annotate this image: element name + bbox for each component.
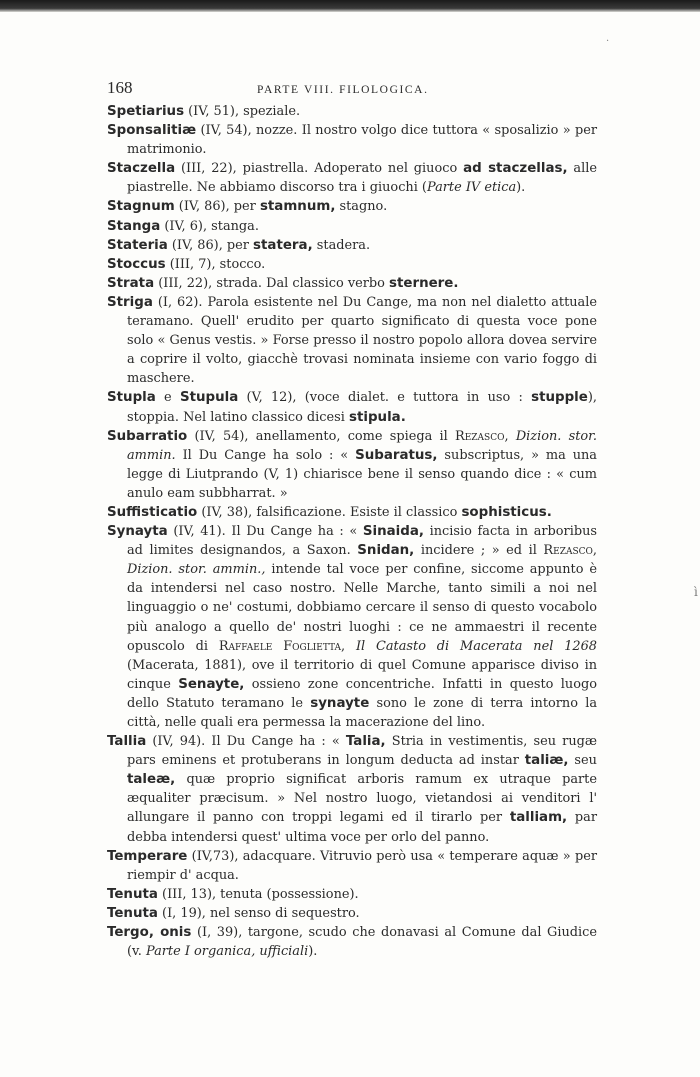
entry-text: (I, 19), nel senso di sequestro. xyxy=(157,905,360,921)
glossary-entry xyxy=(107,217,597,236)
headword: Tenuta xyxy=(107,886,158,902)
glossary-entry xyxy=(107,197,597,216)
glossary-entries xyxy=(107,102,597,961)
glossary-entry xyxy=(107,847,597,885)
headword: Tallia xyxy=(107,734,147,750)
glossary-entry xyxy=(107,503,597,522)
small-caps-name: Rezasco xyxy=(543,543,593,559)
entry-text: ). xyxy=(516,180,526,196)
entry-text: (III, 7), stocco. xyxy=(165,256,266,272)
entry-text: ossieno zone concentriche. Infatti in questo luogo dello Statuto teramano le xyxy=(127,676,597,711)
entry-text: (III, 22), strada. Dal classico verbo xyxy=(154,275,390,291)
entry-text: ). xyxy=(308,944,318,960)
headword: Senayte, xyxy=(178,676,245,692)
headword: Snidan, xyxy=(357,543,415,559)
headword: stupple xyxy=(531,390,588,406)
section-title: PARTE VIII. FILOLOGICA. xyxy=(257,84,429,96)
headword: taliæ, xyxy=(524,753,569,769)
entry-text: seu xyxy=(568,753,597,769)
entry-text: , xyxy=(504,428,516,444)
page-body xyxy=(107,78,597,961)
headword: Stupla xyxy=(107,390,156,406)
headword: taleæ, xyxy=(127,772,176,788)
headword: Sponsalitiæ xyxy=(107,123,197,139)
glossary-entry xyxy=(107,388,597,426)
glossary-entry xyxy=(107,904,597,923)
running-head xyxy=(107,78,597,98)
entry-text: (V, 12), (voce dialet. e tuttora in uso : xyxy=(238,390,532,406)
entry-text: stadera. xyxy=(312,237,371,253)
entry-text: , xyxy=(592,543,597,559)
headword: statera, xyxy=(253,237,313,253)
entry-text: e xyxy=(155,390,180,406)
headword: sternere. xyxy=(389,275,459,291)
entry-text: (I, 39), targone, scudo che donavasi al Comune dal Giudice (v. xyxy=(127,925,597,960)
entry-text: ), stoppia. Nel latino classico dicesi xyxy=(127,390,597,425)
entry-text: incidere ; » ed il xyxy=(414,543,544,559)
page-number: 168 xyxy=(107,78,133,97)
entry-text: subscriptus, » ma una legge di Liutprando (V, 1) chiarisce bene il senso quando dice : « cum anulo eam subbharrat. » xyxy=(127,447,597,501)
glossary-entry xyxy=(107,255,597,274)
entry-text: (IV, 38), falsificazione. Esiste il classico xyxy=(197,504,462,520)
headword: sophisticus. xyxy=(461,504,552,520)
headword: Subarratio xyxy=(107,428,188,444)
glossary-entry xyxy=(107,293,597,388)
headword: Staczella xyxy=(107,161,176,177)
small-caps-name: Raffaele Foglietta xyxy=(218,638,342,654)
glossary-entry xyxy=(107,121,597,159)
glossary-entry xyxy=(107,102,597,121)
scan-top-edge xyxy=(0,0,700,12)
glossary-entry xyxy=(107,732,597,847)
entry-text: alle piastrelle. Ne abbiamo discorso tra i giuochi ( xyxy=(127,161,597,196)
headword: Stanga xyxy=(107,218,161,234)
italic-reference: Dizion. stor. ammin., xyxy=(127,562,266,578)
small-caps-name: Rezasco xyxy=(455,428,505,444)
italic-reference: Dizion. stor. ammin. xyxy=(127,428,598,463)
headword: Strata xyxy=(107,275,155,291)
glossary-entry xyxy=(107,159,597,197)
entry-text: (IV, 41). Il Du Cange ha : « xyxy=(167,524,363,540)
entry-text: (IV, 54), nozze. Il nostro volgo dice tuttora « sposalizio » per matrimonio. xyxy=(127,123,597,158)
entry-text: (IV, 94). Il Du Cange ha : « xyxy=(146,734,346,750)
headword: synayte xyxy=(310,695,370,711)
glossary-entry xyxy=(107,923,597,961)
entry-text: par debba intendersi quest' ultima voce per orlo del panno. xyxy=(127,810,598,845)
headword: stipula. xyxy=(348,409,406,425)
italic-reference: Parte I organica, ufficiali xyxy=(145,944,309,960)
entry-text: (III, 22), piastrella. Adoperato nel giuoco xyxy=(175,161,464,177)
italic-reference: Il Catasto di Macerata nel 1268 xyxy=(355,638,597,654)
entry-text: , xyxy=(341,638,356,654)
headword: Spetiarius xyxy=(107,104,185,119)
entry-text: (IV, 86), per xyxy=(174,199,260,215)
entry-text: quæ proprio significat arboris ramum ex utraque parte æqualiter præcisum. » Nel nostro luogo, vietandosi ai venditori l' allungare il panno con troppi legami ed il tirarlo per xyxy=(127,772,597,826)
entry-text: Il Du Cange ha solo : « xyxy=(175,447,356,463)
headword: Stupula xyxy=(179,390,239,406)
headword: Striga xyxy=(107,294,153,310)
page-speck: · xyxy=(606,36,610,47)
entry-text: (Macerata, 1881), ove il territorio di quel Comune apparisce diviso in cinque xyxy=(127,657,597,692)
entry-text: sono le zone di terra intorno la città, nelle quali era permessa la macerazione del lino. xyxy=(127,695,598,730)
entry-text: (I, 62). Parola esistente nel Du Cange, ma non nel dialetto attuale teramano. Quell' erudito per quarto significato di questa voce pone solo « Genus vestis. » Forse presso il nostro popolo allora dovea servire a coprire il volto, giacchè trovasi nominata insieme con vario foggo di maschere. xyxy=(127,294,597,387)
entry-text: (III, 13), tenuta (possessione). xyxy=(157,886,359,902)
entry-text: incisio facta in arboribus ad limites designandos, a Saxon. xyxy=(127,524,598,559)
glossary-entry xyxy=(107,427,597,503)
headword: ad staczellas, xyxy=(463,161,568,177)
glossary-entry xyxy=(107,522,597,732)
headword: Tergo, onis xyxy=(107,925,192,941)
glossary-entry xyxy=(107,236,597,255)
entry-text: (IV, 86), per xyxy=(167,237,254,253)
headword: stamnum, xyxy=(259,199,336,215)
headword: Talia, xyxy=(345,734,386,750)
entry-text: (IV, 51), speziale. xyxy=(184,104,301,119)
headword: talliam, xyxy=(509,810,568,826)
entry-text: intende tal voce per confine, siccome appunto è da intendersi nel caso nostro. Nelle Marche, tanto simili a noi nel linguaggio o ne' costumi, dobbiamo cercare il senso di questo vocabolo più analogo a quello de' nostri luoghi : ce ne ammaestri il recente opuscolo di xyxy=(127,562,597,654)
headword: Tenuta xyxy=(107,905,158,921)
entry-text: Stria in vestimentis, seu rugæ pars eminens et protuberans in longum deducta ad instar xyxy=(127,734,597,769)
entry-text: (IV, 54), anellamento, come spiega il xyxy=(187,428,456,444)
headword: Suffisticatio xyxy=(107,504,198,520)
entry-text: stagno. xyxy=(335,199,388,215)
headword: Stagnum xyxy=(107,199,175,215)
headword: Stateria xyxy=(107,237,168,253)
entry-text: (IV, 6), stanga. xyxy=(160,218,259,234)
headword: Synayta xyxy=(107,524,168,540)
entry-text: (IV,73), adacquare. Vitruvio però usa « temperare aquæ » per riempir d' acqua. xyxy=(127,848,597,883)
glossary-entry xyxy=(107,885,597,904)
headword: Stoccus xyxy=(107,256,166,272)
glossary-entry xyxy=(107,274,597,293)
headword: Sinaida, xyxy=(362,524,424,540)
headword: Temperare xyxy=(107,848,188,864)
margin-mark: ì xyxy=(694,585,698,599)
headword: Subaratus, xyxy=(355,447,438,463)
italic-reference: Parte IV etica xyxy=(426,180,517,196)
